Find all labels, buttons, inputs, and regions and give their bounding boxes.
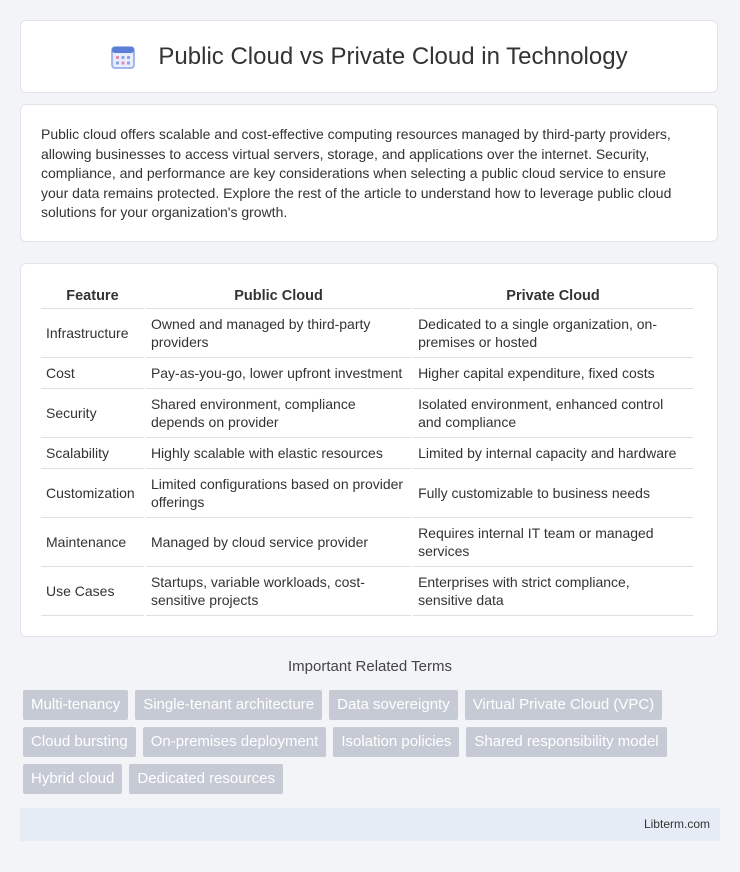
private-cell: Isolated environment, enhanced control and compliance [413,389,693,438]
table-row [41,518,693,567]
related-term-tag[interactable]: Shared responsibility model [466,727,666,757]
header-feature: Feature [41,284,144,309]
footer [20,808,720,841]
feature-cell: Cost [41,358,144,389]
feature-cell: Scalability [41,438,144,469]
footer-brand-link[interactable]: Libterm.com [643,817,710,831]
related-term-tag[interactable]: Isolation policies [333,727,459,757]
table-row [41,438,693,469]
table-row [41,309,693,358]
feature-cell: Use Cases [41,567,144,616]
title-card [20,20,718,93]
public-cell: Highly scalable with elastic resources [146,438,411,469]
table-row [41,567,693,616]
related-term-tag[interactable]: On-premises deployment [143,727,327,757]
public-cell: Pay-as-you-go, lower upfront investment [146,358,411,389]
related-term-tag[interactable]: Virtual Private Cloud (VPC) [465,690,662,720]
header-private-cloud: Private Cloud [413,284,693,309]
related-term-tag[interactable]: Dedicated resources [129,764,283,794]
public-cell: Managed by cloud service provider [146,518,411,567]
page-title: Public Cloud vs Private Cloud in Technology [158,42,628,70]
feature-cell: Maintenance [41,518,144,567]
header-public-cloud: Public Cloud [146,284,411,309]
public-cell: Startups, variable workloads, cost-sensitive projects [146,567,411,616]
table-header-row [41,284,693,309]
related-term-tag[interactable]: Single-tenant architecture [135,690,322,720]
private-cell: Enterprises with strict compliance, sensitive data [413,567,693,616]
related-terms-list [23,690,723,794]
feature-cell: Customization [41,469,144,518]
private-cell: Higher capital expenditure, fixed costs [413,358,693,389]
comparison-table [39,284,695,616]
table-row [41,469,693,518]
private-cell: Fully customizable to business needs [413,469,693,518]
private-cell: Dedicated to a single organization, on-premises or hosted [413,309,693,358]
public-cell: Limited configurations based on provider offerings [146,469,411,518]
feature-cell: Security [41,389,144,438]
public-cell: Shared environment, compliance depends on provider [146,389,411,438]
intro-card [20,104,718,242]
private-cell: Requires internal IT team or managed services [413,518,693,567]
intro-paragraph: Public cloud offers scalable and cost-effective computing resources managed by third-party providers, allowing businesses to access virtual servers, storage, and applications over the internet. Security, compliance, and performance are key considerations when selecting a public cloud service to ensure your data remains protected. Explore the rest of the article to understand how to leverage public cloud solutions for your organization's growth. [41,126,672,220]
related-term-tag[interactable]: Cloud bursting [23,727,136,757]
table-row [41,358,693,389]
related-term-tag[interactable]: Data sovereignty [329,690,458,720]
comparison-card [20,263,718,637]
calendar-grid-icon [110,44,136,70]
feature-cell: Infrastructure [41,309,144,358]
table-row [41,389,693,438]
related-term-tag[interactable]: Hybrid cloud [23,764,122,794]
private-cell: Limited by internal capacity and hardware [413,438,693,469]
related-term-tag[interactable]: Multi-tenancy [23,690,128,720]
public-cell: Owned and managed by third-party providers [146,309,411,358]
related-terms-heading: Important Related Terms [288,658,452,675]
